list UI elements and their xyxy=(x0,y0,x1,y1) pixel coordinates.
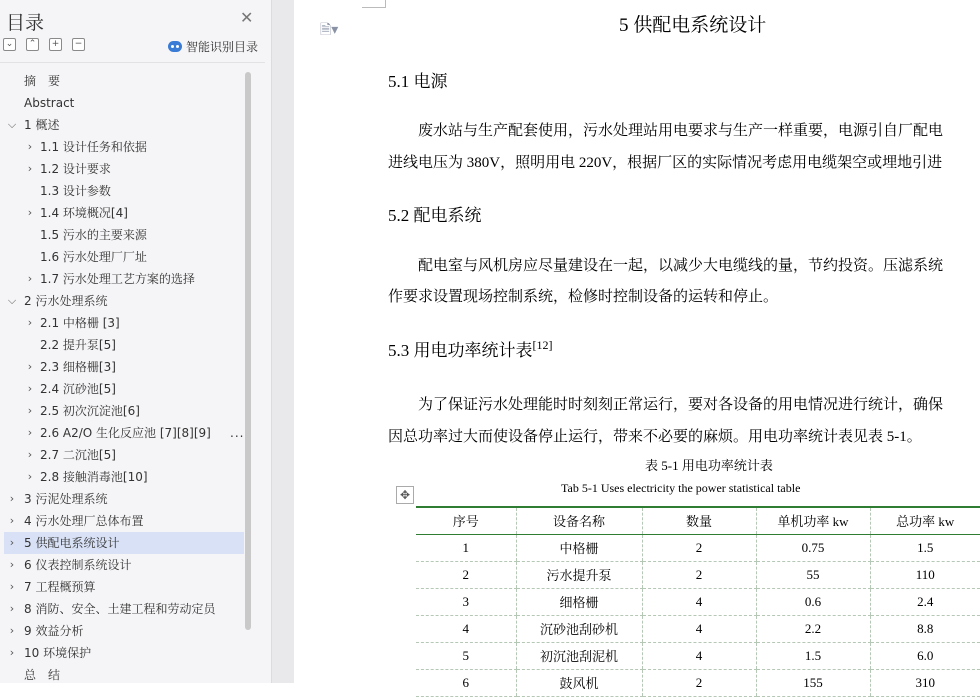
table-header-cell: 设备名称 xyxy=(516,507,642,534)
toc-item-label: Abstract xyxy=(24,96,75,110)
table-cell: 310 xyxy=(870,669,980,696)
toc-item-label: 2.4 沉砂池[5] xyxy=(40,382,116,396)
table-cell: 1 xyxy=(416,534,516,561)
table-cell: 2 xyxy=(416,561,516,588)
section-heading-text: 5.3 用电功率统计表 xyxy=(388,341,533,360)
toc-item-label: 摘 要 xyxy=(24,74,61,88)
toc-item-label: 2.8 接触消毒池[10] xyxy=(40,470,148,484)
chevron-right-icon[interactable]: › xyxy=(9,646,15,659)
table-cell: 6.0 xyxy=(870,642,980,669)
table-cell: 3 xyxy=(416,588,516,615)
toc-item[interactable] xyxy=(4,334,244,356)
table-cell: 2.4 xyxy=(870,588,980,615)
toc-item-label: 1.3 设计参数 xyxy=(40,184,111,198)
toc-item-label: 1.7 污水处理工艺方案的选择 xyxy=(40,272,195,286)
table-cell: 4 xyxy=(642,588,756,615)
toc-item[interactable] xyxy=(4,158,244,180)
section-heading: 5.1 电源 xyxy=(388,72,448,91)
toc-item-label: 4 污水处理厂总体布置 xyxy=(24,514,144,528)
toc-item[interactable] xyxy=(4,312,244,334)
table-row xyxy=(416,615,980,642)
table-cell: 1.5 xyxy=(756,642,870,669)
chevron-right-icon[interactable]: › xyxy=(9,624,15,637)
toc-item[interactable] xyxy=(4,598,244,620)
table-cell: 155 xyxy=(756,669,870,696)
table-cell: 4 xyxy=(642,642,756,669)
table-row xyxy=(416,561,980,588)
smart-toc-label: 智能识别目录 xyxy=(186,40,259,54)
chevron-right-icon[interactable]: › xyxy=(27,162,33,175)
table-cell: 细格栅 xyxy=(516,588,642,615)
chevron-right-icon[interactable]: › xyxy=(27,272,33,285)
toc-item[interactable] xyxy=(4,554,244,576)
document-icon[interactable]: 🗎▾ xyxy=(320,22,339,38)
toc-item[interactable] xyxy=(4,92,244,114)
table-cell: 5 xyxy=(416,642,516,669)
citation-ref: [12] xyxy=(532,338,553,352)
toc-item-label: 1.5 污水的主要来源 xyxy=(40,228,147,242)
sidebar-scrollbar[interactable] xyxy=(245,72,251,630)
toc-item[interactable] xyxy=(4,488,244,510)
paragraph-line: 废水站与生产配套使用，污水处理站用电要求与生产一样重要，电源引自厂配电 xyxy=(418,123,944,139)
table-cell: 中格栅 xyxy=(516,534,642,561)
close-icon[interactable]: ✕ xyxy=(240,8,254,27)
toc-item-label: 1.2 设计要求 xyxy=(40,162,111,176)
table-header-cell: 单机功率 kw xyxy=(756,507,870,534)
toc-item[interactable] xyxy=(4,466,244,488)
toc-toolbar xyxy=(3,38,85,51)
table-header-cell: 序号 xyxy=(416,507,516,534)
toc-item[interactable] xyxy=(4,510,244,532)
toc-item[interactable] xyxy=(4,268,244,290)
toc-item-label: 8 消防、安全、土建工程和劳动定员 xyxy=(24,602,216,616)
table-header-row xyxy=(416,507,980,534)
chevron-right-icon[interactable]: › xyxy=(27,360,33,373)
paragraph-line: 进线电压为 380V，照明用电 220V，根据厂区的实际情况考虑用电缆架空或埋地引进 xyxy=(388,155,943,171)
table-cell: 6 xyxy=(416,669,516,696)
table-row xyxy=(416,588,980,615)
toc-item-label: 3 污泥处理系统 xyxy=(24,492,108,506)
toc-item[interactable] xyxy=(4,576,244,598)
chevron-right-icon[interactable]: › xyxy=(9,536,15,549)
toc-item-label: 1 概述 xyxy=(24,118,60,132)
toc-item[interactable] xyxy=(4,400,244,422)
table-row xyxy=(416,642,980,669)
toc-item-label: 总 结 xyxy=(24,668,61,682)
toc-item-label: 2.3 细格栅[3] xyxy=(40,360,116,374)
table-cell: 污水提升泵 xyxy=(516,561,642,588)
paragraph-line: 为了保证污水处理能时时刻刻正常运行，要对各设备的用电情况进行统计，确保 xyxy=(418,397,944,413)
table-header-cell: 数量 xyxy=(642,507,756,534)
chapter-title: 5 供配电系统设计 xyxy=(619,15,767,36)
toc-item-label: 1.1 设计任务和依据 xyxy=(40,140,147,154)
table-cell: 110 xyxy=(870,561,980,588)
paragraph-line: 配电室与风机房应尽量建设在一起，以减少大电缆线的量，节约投资。压滤系统 xyxy=(418,258,944,274)
toc-item-label: 2 污水处理系统 xyxy=(24,294,108,308)
toc-item[interactable] xyxy=(4,378,244,400)
table-cell: 0.75 xyxy=(756,534,870,561)
chevron-right-icon[interactable]: › xyxy=(27,382,33,395)
table-row xyxy=(416,534,980,561)
toc-item-label: 2.1 中格栅 [3] xyxy=(40,316,120,330)
more-options-icon[interactable]: ... xyxy=(230,426,245,440)
section-heading: 5.2 配电系统 xyxy=(388,206,482,225)
table-caption-en: Tab 5-1 Uses electricity the power statistical table xyxy=(561,481,801,495)
chevron-right-icon[interactable]: › xyxy=(27,426,33,439)
toc-item-label: 7 工程概预算 xyxy=(24,580,96,594)
table-cell: 1.5 xyxy=(870,534,980,561)
table-cell: 鼓风机 xyxy=(516,669,642,696)
toc-item-label: 1.4 环境概况[4] xyxy=(40,206,128,220)
table-caption-cn: 表 5-1 用电功率统计表 xyxy=(645,458,773,473)
chevron-down-icon[interactable]: ⌵ xyxy=(7,294,17,307)
toc-item[interactable] xyxy=(4,664,244,686)
chevron-right-icon[interactable]: › xyxy=(27,448,33,461)
sidebar-title: 目录 xyxy=(6,12,45,34)
expand-button[interactable]: ⌃ xyxy=(26,38,39,51)
table-cell: 55 xyxy=(756,561,870,588)
toc-item[interactable] xyxy=(4,180,244,202)
toc-item[interactable] xyxy=(4,224,244,246)
table-cell: 4 xyxy=(416,615,516,642)
toc-item[interactable] xyxy=(4,290,244,312)
table-cell: 2 xyxy=(642,561,756,588)
robot-icon xyxy=(168,41,182,52)
toc-item-label: 2.6 A2/O 生化反应池 [7][8][9] xyxy=(40,426,211,440)
table-cell: 8.8 xyxy=(870,615,980,642)
table-cell: 4 xyxy=(642,615,756,642)
chevron-right-icon[interactable]: › xyxy=(27,404,33,417)
toc-item-label: 2.2 提升泵[5] xyxy=(40,338,116,352)
paragraph-line: 因总功率过大而使设备停止运行，带来不必要的麻烦。用电功率统计表见表 5-1。 xyxy=(388,429,922,445)
chevron-right-icon[interactable]: › xyxy=(9,492,15,505)
table-cell: 2 xyxy=(642,534,756,561)
page-gutter xyxy=(272,0,294,683)
toc-item[interactable] xyxy=(4,246,244,268)
toc-item[interactable] xyxy=(4,136,244,158)
table-cell: 初沉池刮泥机 xyxy=(516,642,642,669)
table-cell: 沉砂池刮砂机 xyxy=(516,615,642,642)
toc-item[interactable] xyxy=(4,114,244,136)
toc-item-label: 1.6 污水处理厂厂址 xyxy=(40,250,147,264)
section-heading xyxy=(388,336,553,361)
remove-heading-button[interactable]: − xyxy=(72,38,85,51)
chevron-right-icon[interactable]: › xyxy=(27,140,33,153)
chevron-down-icon[interactable]: ⌵ xyxy=(7,118,17,131)
toc-item[interactable] xyxy=(4,444,244,466)
chevron-right-icon[interactable]: › xyxy=(9,580,15,593)
table-row xyxy=(416,669,980,696)
table-cell: 0.6 xyxy=(756,588,870,615)
toc-item[interactable] xyxy=(4,642,244,664)
chevron-right-icon[interactable]: › xyxy=(27,470,33,483)
table-move-handle-icon[interactable]: ✥ xyxy=(396,486,414,504)
toc-sidebar xyxy=(0,0,272,683)
toc-item[interactable] xyxy=(4,532,244,554)
toc-item-label: 9 效益分析 xyxy=(24,624,84,638)
toc-item[interactable] xyxy=(4,202,244,224)
chevron-right-icon[interactable]: › xyxy=(9,602,15,615)
divider xyxy=(0,62,265,63)
page-corner-mark xyxy=(362,0,386,8)
table-cell: 2 xyxy=(642,669,756,696)
toc-item[interactable] xyxy=(4,620,244,642)
collapse-all-button[interactable]: ⌄ xyxy=(3,38,16,51)
toc-item[interactable] xyxy=(4,422,244,444)
toc-item-label: 2.5 初次沉淀池[6] xyxy=(40,404,140,418)
paragraph-line: 作要求设置现场控制系统，检修时控制设备的运转和停止。 xyxy=(388,289,779,305)
chevron-right-icon[interactable]: › xyxy=(27,206,33,219)
chevron-right-icon[interactable]: › xyxy=(27,316,33,329)
toc-item-label: 10 环境保护 xyxy=(24,646,92,660)
toc-item-label: 6 仪表控制系统设计 xyxy=(24,558,132,572)
table-header-cell: 总功率 kw xyxy=(870,507,980,534)
chevron-right-icon[interactable]: › xyxy=(9,514,15,527)
power-table xyxy=(416,506,980,697)
table-cell: 2.2 xyxy=(756,615,870,642)
smart-toc-button[interactable] xyxy=(168,38,258,55)
toc-item-label: 5 供配电系统设计 xyxy=(24,536,120,550)
toc-item[interactable] xyxy=(4,70,244,92)
toc-item-label: 2.7 二沉池[5] xyxy=(40,448,116,462)
toc-item[interactable] xyxy=(4,356,244,378)
chevron-right-icon[interactable]: › xyxy=(9,558,15,571)
add-heading-button[interactable]: + xyxy=(49,38,62,51)
